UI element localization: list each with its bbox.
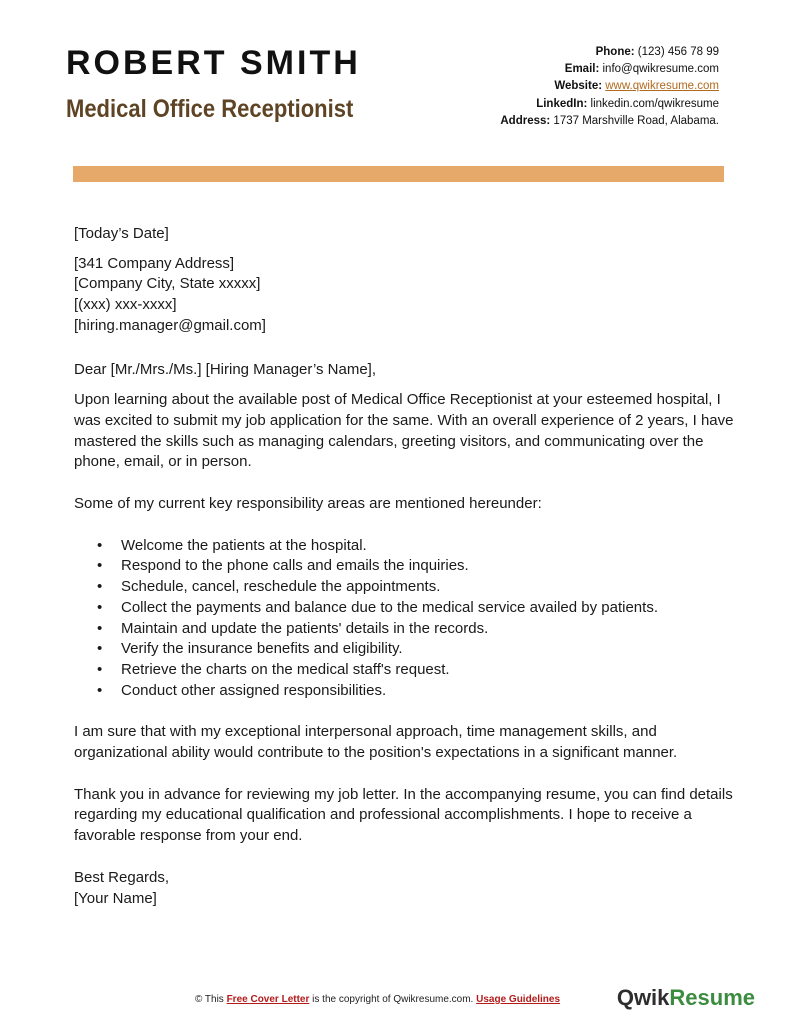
- list-item: [74, 598, 734, 619]
- address-value: 1737 Marshville Road, Alabama.: [553, 114, 719, 127]
- responsibility-list: [74, 536, 734, 702]
- contact-address: [500, 113, 719, 130]
- list-item: [74, 577, 734, 598]
- bullet-icon: •: [97, 578, 103, 596]
- applicant-name: ROBERT SMITH: [66, 44, 361, 82]
- accent-band: [73, 166, 724, 182]
- list-item-text: Verify the insurance benefits and eligibility.: [121, 640, 403, 658]
- footer-middle: is the copyright of Qwikresume.com.: [312, 994, 474, 1005]
- bullet-icon: •: [97, 557, 103, 575]
- email-value: info@qwikresume.com: [602, 63, 719, 76]
- signature-name: [Your Name]: [74, 889, 157, 907]
- phone-value: (123) 456 78 99: [637, 46, 719, 58]
- address-line: [Company City, State xxxxx]: [74, 275, 261, 293]
- list-item: [74, 619, 734, 640]
- list-item: [74, 639, 734, 660]
- address-line: [hiring.manager@gmail.com]: [74, 316, 266, 334]
- list-item: [74, 660, 734, 681]
- bullet-icon: •: [97, 640, 103, 658]
- bullet-icon: •: [97, 598, 103, 616]
- list-item: [74, 556, 734, 577]
- list-item: [74, 536, 734, 557]
- list-item-text: Conduct other assigned responsibilities.: [121, 681, 387, 699]
- responsibilities-intro: Some of my current key responsibility areas are mentioned hereunder:: [74, 495, 542, 513]
- address-line: [(xxx) xxx-xxxx]: [74, 296, 177, 314]
- email-label: Email:: [564, 63, 600, 76]
- contact-linkedin: [500, 96, 719, 113]
- job-title: Medical Office Receptionist: [66, 95, 354, 123]
- bullet-icon: •: [97, 619, 103, 637]
- qwikresume-logo: [617, 985, 755, 1011]
- bullet-icon: •: [97, 536, 103, 554]
- usage-guidelines-link[interactable]: Usage Guidelines: [476, 994, 561, 1005]
- closing-paragraph: I am sure that with my exceptional interpersonal approach, time management skills, and organizational ability would contribute to the position's expectations in a significant manner.: [74, 723, 678, 762]
- contact-phone: [500, 44, 719, 61]
- letter-date: [Today’s Date]: [74, 225, 169, 242]
- contact-email: [500, 61, 719, 78]
- logo-part-resume: Resume: [669, 985, 755, 1010]
- footer-prefix: © This: [194, 994, 224, 1005]
- intro-paragraph: Upon learning about the available post of Medical Office Receptionist at your esteemed hospital, I was excited to submit my job application for the same. With an overall experience of 2 years, I have mastered the skills such as managing calendars, greeting visitors, and communicating over the phone, email, or in person.: [74, 391, 734, 471]
- bullet-icon: •: [97, 660, 103, 678]
- salutation: Dear [Mr./Mrs./Ms.] [Hiring Manager’s Name],: [74, 360, 377, 378]
- website-link[interactable]: www.qwikresume.com: [605, 80, 719, 93]
- list-item-text: Maintain and update the patients' details in the records.: [121, 619, 489, 637]
- list-item-text: Welcome the patients at the hospital.: [121, 536, 367, 554]
- phone-label: Phone:: [595, 46, 635, 58]
- list-item-text: Retrieve the charts on the medical staff's request.: [121, 660, 450, 678]
- linkedin-value: linkedin.com/qwikresume: [590, 97, 719, 110]
- list-item: [74, 681, 734, 702]
- list-item-text: Respond to the phone calls and emails the inquiries.: [121, 557, 469, 575]
- contact-block: [500, 44, 719, 130]
- recipient-address: [74, 254, 734, 337]
- bullet-icon: •: [97, 681, 103, 699]
- linkedin-label: LinkedIn:: [536, 97, 588, 110]
- list-item-text: Collect the payments and balance due to the medical service availed by patients.: [121, 598, 658, 616]
- list-item-text: Schedule, cancel, reschedule the appointments.: [121, 578, 441, 596]
- letter-body: [74, 224, 734, 909]
- address-label: Address:: [500, 114, 551, 127]
- free-cover-letter-link[interactable]: Free Cover Letter: [226, 994, 310, 1005]
- thanks-paragraph: Thank you in advance for reviewing my job letter. In the accompanying resume, you can find details regarding my educational qualification and professional accomplishments. I hope to receive a favorable response from your end.: [74, 785, 733, 845]
- contact-website: [500, 78, 719, 95]
- sign-off: Best Regards,: [74, 868, 170, 886]
- logo-part-qwik: Qwik: [616, 985, 670, 1010]
- website-label: Website:: [554, 80, 603, 93]
- address-line: [341 Company Address]: [74, 254, 235, 272]
